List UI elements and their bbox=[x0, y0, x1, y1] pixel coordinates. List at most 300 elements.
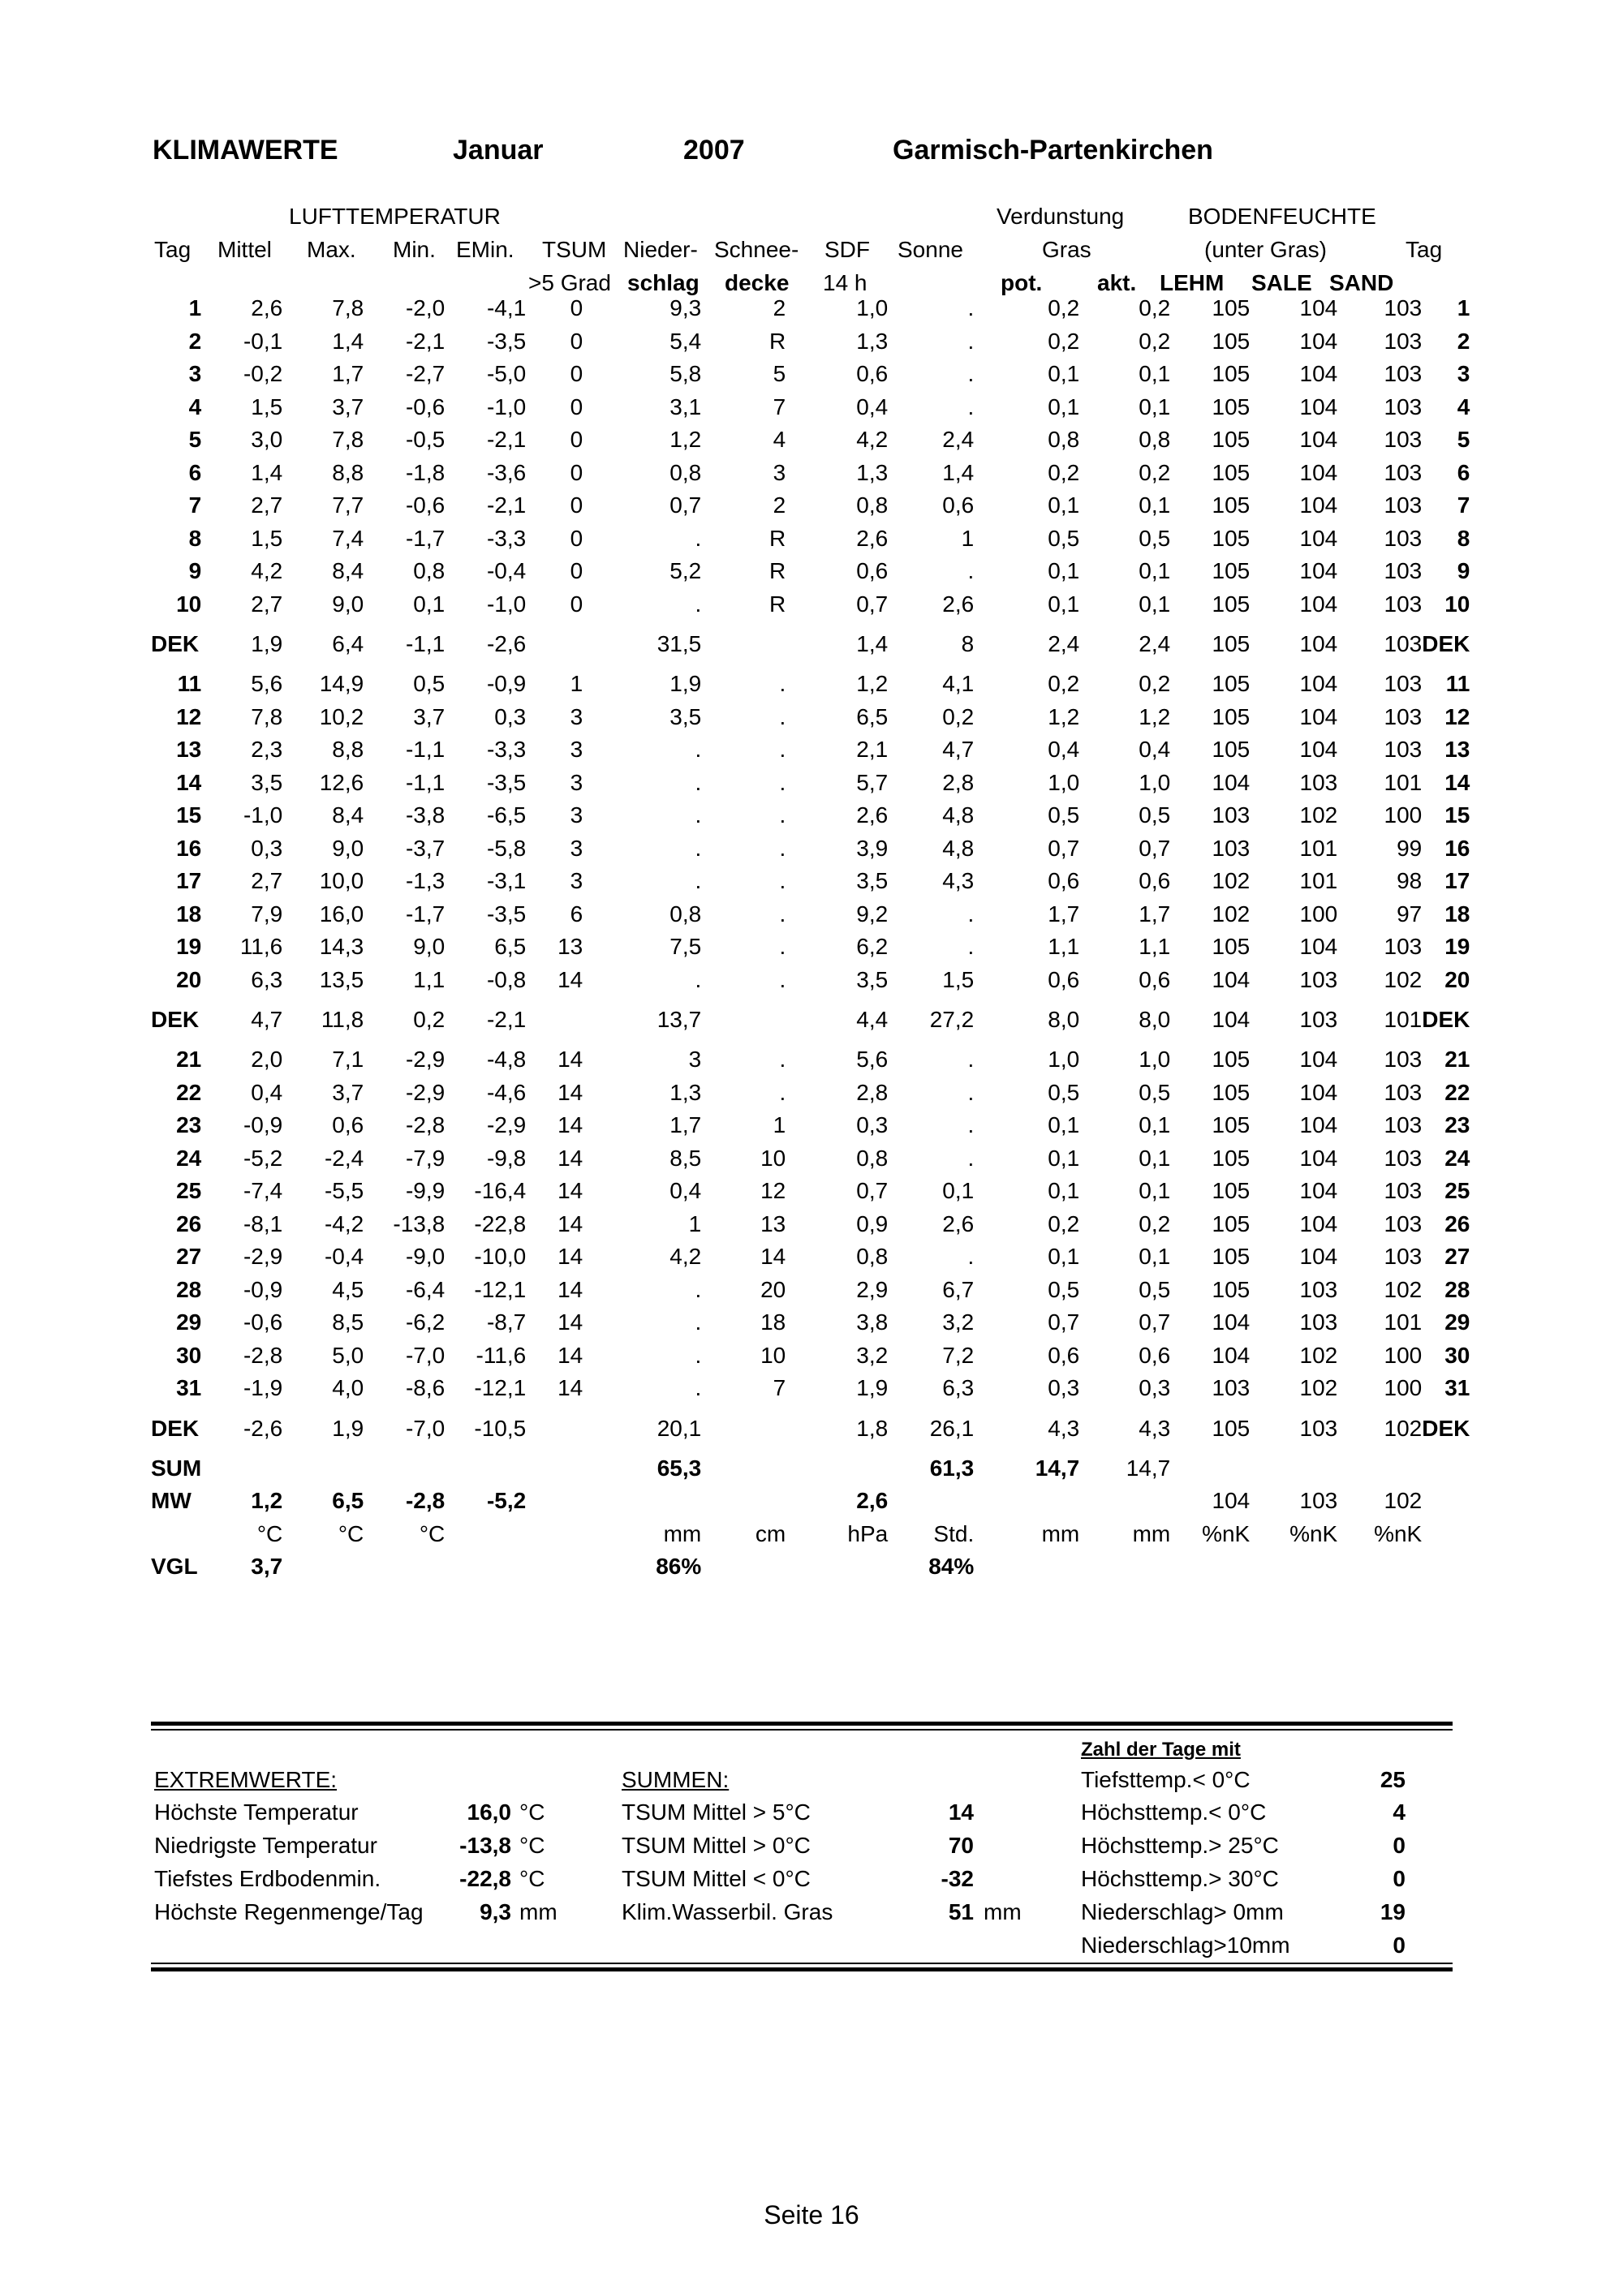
table-cell: -2,7 bbox=[405, 361, 446, 387]
table-cell bbox=[526, 996, 583, 1043]
table-cell: 100 bbox=[1384, 802, 1423, 828]
table-cell: mm bbox=[1041, 1520, 1080, 1546]
table-cell: 0,1 bbox=[1139, 591, 1171, 617]
header-lufttemperatur: LUFTTEMPERATUR bbox=[289, 204, 501, 229]
table-cell bbox=[1422, 1452, 1470, 1486]
table-cell: 3 bbox=[570, 737, 583, 763]
table-cell: 103 bbox=[1299, 1276, 1338, 1302]
table-cell: 5,6 bbox=[856, 1047, 889, 1073]
table-cell: 0,1 bbox=[1048, 361, 1080, 387]
table-cell: 8 bbox=[188, 525, 202, 551]
table-cell: 101 bbox=[1384, 1309, 1423, 1335]
table-cell: -2,8 bbox=[405, 1488, 446, 1514]
header-unter-gras: (unter Gras) bbox=[1204, 237, 1327, 262]
dek-row bbox=[151, 621, 1470, 668]
table-cell: cm bbox=[755, 1520, 786, 1546]
table-cell: 105 bbox=[1212, 361, 1251, 387]
table-cell: -8,6 bbox=[405, 1375, 446, 1401]
table-cell: -1,7 bbox=[405, 901, 446, 927]
table-cell: 0,1 bbox=[1048, 1244, 1080, 1270]
table-cell: 4,5 bbox=[332, 1276, 364, 1302]
table-cell: 0,8 bbox=[669, 901, 702, 927]
table-cell: -12,1 bbox=[474, 1375, 527, 1401]
table-cell: 105 bbox=[1212, 558, 1251, 584]
table-cell: 104 bbox=[1299, 1047, 1338, 1073]
table-cell: 6,7 bbox=[942, 1276, 975, 1302]
table-cell: 16,0 bbox=[319, 901, 364, 927]
table-cell: 0,2 bbox=[1048, 671, 1080, 697]
table-cell: 0,2 bbox=[413, 1007, 446, 1032]
table-cell bbox=[1250, 1452, 1337, 1486]
table-cell: 3 bbox=[570, 769, 583, 795]
table-row bbox=[151, 522, 1470, 556]
table-cell bbox=[1337, 1452, 1422, 1486]
header-sand: SAND bbox=[1329, 270, 1394, 295]
table-cell: -0,8 bbox=[486, 966, 527, 992]
table-cell: 4,3 bbox=[1139, 1415, 1171, 1441]
table-cell: 0,1 bbox=[1048, 393, 1080, 419]
table-cell: 1,0 bbox=[856, 295, 889, 321]
table-cell: 0,2 bbox=[1048, 328, 1080, 354]
table-cell: 0,2 bbox=[1139, 1210, 1171, 1236]
table-cell: 6 bbox=[570, 901, 583, 927]
table-cell: 104 bbox=[1212, 1007, 1251, 1032]
header-mittel: Mittel bbox=[217, 237, 272, 262]
table-cell: 105 bbox=[1212, 703, 1251, 729]
header-verdunstung: Verdunstung bbox=[997, 204, 1125, 229]
table-cell bbox=[364, 1550, 445, 1584]
table-cell: 103 bbox=[1384, 525, 1423, 551]
table-cell: -4,6 bbox=[486, 1079, 527, 1105]
table-cell: 0,5 bbox=[1139, 525, 1171, 551]
table-cell: 102 bbox=[1384, 1276, 1423, 1302]
table-cell: 2,6 bbox=[856, 802, 889, 828]
table-cell: 0,5 bbox=[1048, 525, 1080, 551]
table-cell: . bbox=[779, 1047, 786, 1073]
table-cell: . bbox=[695, 769, 702, 795]
table-cell: . bbox=[967, 1079, 975, 1105]
table-cell: 0,1 bbox=[1139, 393, 1171, 419]
table-cell: . bbox=[967, 1047, 975, 1073]
table-cell: 14 bbox=[558, 1178, 583, 1204]
table-cell: 2,4 bbox=[1048, 631, 1080, 656]
table-cell: 84% bbox=[928, 1554, 975, 1580]
table-cell: 2,8 bbox=[856, 1079, 889, 1105]
table-cell: 8,5 bbox=[669, 1145, 702, 1171]
table-cell: 1,9 bbox=[332, 1415, 364, 1441]
table-cell: 3,1 bbox=[669, 393, 702, 419]
days-label: Höchsttemp.< 0°C bbox=[1081, 1799, 1267, 1825]
table-cell: . bbox=[779, 671, 786, 697]
table-cell: -16,4 bbox=[474, 1178, 527, 1204]
table-cell: -2,9 bbox=[243, 1244, 283, 1270]
table-cell: 103 bbox=[1384, 393, 1423, 419]
table-cell: 104 bbox=[1299, 492, 1338, 518]
table-cell: . bbox=[779, 802, 786, 828]
table-cell: 105 bbox=[1212, 934, 1251, 960]
table-cell: -5,2 bbox=[243, 1145, 283, 1171]
table-cell bbox=[1170, 1452, 1250, 1486]
table-cell: 5 bbox=[1457, 427, 1470, 453]
table-cell: -8,7 bbox=[486, 1309, 527, 1335]
table-cell: -5,2 bbox=[486, 1488, 527, 1514]
table-cell: 1,0 bbox=[1139, 769, 1171, 795]
days-value: 19 bbox=[1380, 1899, 1406, 1924]
table-cell: 0 bbox=[570, 558, 583, 584]
sum-label: TSUM Mittel < 0°C bbox=[622, 1866, 811, 1891]
header-sale: SALE bbox=[1251, 270, 1312, 295]
climate-table bbox=[151, 292, 1470, 1584]
table-cell: -5,0 bbox=[486, 361, 527, 387]
header-gras: Gras bbox=[1042, 237, 1091, 262]
table-cell: 105 bbox=[1212, 459, 1251, 485]
table-cell: . bbox=[967, 1244, 975, 1270]
table-cell: 8 bbox=[1457, 525, 1470, 551]
table-cell: 5 bbox=[188, 427, 202, 453]
extreme-label: Niedrigste Temperatur bbox=[154, 1833, 377, 1858]
header-emin: EMin. bbox=[456, 237, 514, 262]
table-cell: 5 bbox=[773, 361, 786, 387]
table-cell: -2,1 bbox=[486, 1007, 527, 1032]
header-schnee: Schnee- bbox=[714, 237, 799, 262]
table-row bbox=[151, 668, 1470, 701]
table-cell: 3 bbox=[570, 868, 583, 894]
table-cell: 0,5 bbox=[1048, 1079, 1080, 1105]
table-cell: 14 bbox=[558, 1210, 583, 1236]
table-cell: 2,6 bbox=[942, 1210, 975, 1236]
table-cell: 100 bbox=[1384, 1342, 1423, 1368]
table-cell: 3,7 bbox=[332, 393, 364, 419]
table-cell: 3 bbox=[1457, 361, 1470, 387]
table-cell: 4,7 bbox=[251, 1007, 283, 1032]
table-cell: 0,3 bbox=[251, 835, 283, 861]
table-cell: 86% bbox=[656, 1554, 702, 1580]
table-cell: 26 bbox=[1444, 1210, 1470, 1236]
table-cell: . bbox=[779, 835, 786, 861]
table-cell: 0,5 bbox=[1139, 1079, 1171, 1105]
days-value: 4 bbox=[1393, 1799, 1406, 1825]
table-cell: 1 bbox=[188, 295, 202, 321]
report-year: 2007 bbox=[683, 135, 745, 166]
table-cell: mm bbox=[663, 1520, 702, 1546]
table-row bbox=[151, 931, 1470, 964]
table-cell: 105 bbox=[1212, 631, 1251, 656]
table-cell: -1,1 bbox=[405, 769, 446, 795]
table-cell: 0,3 bbox=[494, 703, 527, 729]
table-cell: -0,6 bbox=[405, 492, 446, 518]
table-cell: 2,1 bbox=[856, 737, 889, 763]
table-cell: 12,6 bbox=[319, 769, 364, 795]
table-cell: 105 bbox=[1212, 737, 1251, 763]
table-cell bbox=[974, 1550, 1079, 1584]
table-cell: 18 bbox=[176, 901, 202, 927]
table-cell: 12 bbox=[760, 1178, 786, 1204]
table-cell: 1,9 bbox=[856, 1375, 889, 1401]
mw-row bbox=[151, 1485, 1470, 1518]
table-cell: . bbox=[779, 737, 786, 763]
table-cell: 24 bbox=[1444, 1145, 1470, 1171]
station-name: Garmisch-Partenkirchen bbox=[893, 135, 1213, 166]
table-cell: 103 bbox=[1384, 1145, 1423, 1171]
table-cell: 0,7 bbox=[1139, 1309, 1171, 1335]
table-cell: 104 bbox=[1299, 1079, 1338, 1105]
dek-row bbox=[151, 1405, 1470, 1452]
table-cell: . bbox=[695, 1375, 702, 1401]
table-cell: 27 bbox=[176, 1244, 202, 1270]
table-cell: 4,1 bbox=[942, 671, 975, 697]
table-cell: 104 bbox=[1299, 934, 1338, 960]
table-cell: 1,1 bbox=[1048, 934, 1080, 960]
table-cell: 103 bbox=[1384, 295, 1423, 321]
table-cell: 13 bbox=[558, 934, 583, 960]
header-bodenfeuchte: BODENFEUCHTE bbox=[1188, 204, 1376, 229]
table-cell: 14,3 bbox=[319, 934, 364, 960]
table-cell: 0,6 bbox=[1048, 1342, 1080, 1368]
table-cell: 11 bbox=[177, 671, 202, 697]
table-row bbox=[151, 358, 1470, 391]
table-cell: 99 bbox=[1397, 835, 1423, 861]
table-cell: 30 bbox=[176, 1342, 202, 1368]
table-row bbox=[151, 832, 1470, 866]
header-tsum: TSUM bbox=[542, 237, 607, 262]
table-cell: 103 bbox=[1212, 835, 1251, 861]
table-cell: 14,7 bbox=[1126, 1455, 1171, 1481]
table-cell: 105 bbox=[1212, 1112, 1251, 1138]
table-cell: 0,7 bbox=[1048, 1309, 1080, 1335]
table-cell: 1 bbox=[773, 1112, 786, 1138]
table-row bbox=[151, 489, 1470, 522]
table-cell: 101 bbox=[1384, 1007, 1423, 1032]
table-cell: 4 bbox=[773, 427, 786, 453]
table-cell: -9,0 bbox=[405, 1244, 446, 1270]
table-cell: 23 bbox=[1444, 1112, 1470, 1138]
table-cell: 102 bbox=[1299, 1342, 1338, 1368]
table-cell: 11,6 bbox=[239, 934, 283, 960]
table-row bbox=[151, 588, 1470, 621]
table-cell: . bbox=[779, 1079, 786, 1105]
table-cell: 8,4 bbox=[332, 802, 364, 828]
table-cell: 6 bbox=[188, 459, 202, 485]
days-label: Höchsttemp.> 25°C bbox=[1081, 1833, 1279, 1858]
table-cell: . bbox=[779, 769, 786, 795]
table-cell: 9,0 bbox=[413, 934, 446, 960]
table-cell: -0,4 bbox=[324, 1244, 364, 1270]
table-cell: 4,2 bbox=[669, 1244, 702, 1270]
table-cell: 0 bbox=[570, 361, 583, 387]
table-cell: 1,4 bbox=[251, 459, 283, 485]
table-cell: 2,8 bbox=[942, 769, 975, 795]
table-cell: 3,2 bbox=[856, 1342, 889, 1368]
table-cell: 103 bbox=[1384, 492, 1423, 518]
extreme-unit: °C bbox=[519, 1799, 545, 1825]
table-cell: 104 bbox=[1299, 703, 1338, 729]
table-cell: 1,7 bbox=[332, 361, 364, 387]
table-cell: -6,4 bbox=[405, 1276, 446, 1302]
days-label: Niederschlag> 0mm bbox=[1081, 1899, 1284, 1924]
table-cell: . bbox=[967, 901, 975, 927]
sum-value: 14 bbox=[948, 1799, 974, 1825]
table-cell: 0,9 bbox=[856, 1210, 889, 1236]
table-cell: 0,4 bbox=[856, 393, 889, 419]
header-pot: pot. bbox=[1001, 270, 1043, 295]
table-row bbox=[151, 964, 1470, 997]
table-cell: . bbox=[967, 558, 975, 584]
table-cell: 103 bbox=[1384, 558, 1423, 584]
table-cell: 25 bbox=[1444, 1178, 1470, 1204]
table-cell: DEK bbox=[1422, 1007, 1470, 1032]
table-cell: DEK bbox=[151, 631, 200, 656]
table-cell: 103 bbox=[1212, 802, 1251, 828]
table-cell: 1,3 bbox=[856, 459, 889, 485]
table-cell: 103 bbox=[1384, 737, 1423, 763]
table-cell: 1,0 bbox=[1139, 1047, 1171, 1073]
table-cell: 104 bbox=[1299, 459, 1338, 485]
table-cell: 1,9 bbox=[669, 671, 702, 697]
table-cell: 13 bbox=[760, 1210, 786, 1236]
table-cell: . bbox=[967, 295, 975, 321]
table-cell: 26 bbox=[176, 1210, 202, 1236]
table-cell: 7,5 bbox=[669, 934, 702, 960]
table-cell: %nK bbox=[1202, 1520, 1251, 1546]
table-row bbox=[151, 1274, 1470, 1307]
table-cell: 103 bbox=[1384, 361, 1423, 387]
table-cell: 1 bbox=[961, 525, 975, 551]
table-cell: 104 bbox=[1299, 1210, 1338, 1236]
table-cell: 1,0 bbox=[1048, 769, 1080, 795]
table-cell: 102 bbox=[1299, 1375, 1338, 1401]
table-cell: 103 bbox=[1384, 591, 1423, 617]
table-cell: 14 bbox=[760, 1244, 786, 1270]
header-akt: akt. bbox=[1097, 270, 1137, 295]
table-cell: 0,1 bbox=[1139, 1145, 1171, 1171]
table-cell: -0,4 bbox=[486, 558, 527, 584]
table-cell: 2,7 bbox=[251, 492, 283, 518]
table-cell: 9,0 bbox=[332, 591, 364, 617]
table-cell: 103 bbox=[1299, 1309, 1338, 1335]
header-tag: Tag bbox=[154, 237, 192, 262]
table-cell: 8,0 bbox=[1048, 1007, 1080, 1032]
table-cell: 11,8 bbox=[321, 1007, 364, 1032]
table-cell: 0,6 bbox=[1139, 966, 1171, 992]
table-cell: -1,8 bbox=[405, 459, 446, 485]
table-cell: 7 bbox=[1457, 492, 1470, 518]
days-value: 0 bbox=[1393, 1833, 1406, 1858]
table-cell: 6,5 bbox=[494, 934, 527, 960]
table-cell: 3,7 bbox=[413, 703, 446, 729]
table-cell: 1,3 bbox=[669, 1079, 702, 1105]
table-cell: 6 bbox=[1457, 459, 1470, 485]
table-cell: -3,5 bbox=[486, 328, 527, 354]
table-cell: 0 bbox=[570, 492, 583, 518]
table-cell: 0,1 bbox=[942, 1178, 975, 1204]
table-cell: 19 bbox=[176, 934, 202, 960]
table-cell: -10,5 bbox=[474, 1415, 527, 1441]
table-cell bbox=[701, 621, 786, 668]
table-cell: -13,8 bbox=[393, 1210, 446, 1236]
table-cell: 3 bbox=[773, 459, 786, 485]
table-cell: 105 bbox=[1212, 1276, 1251, 1302]
table-cell: 104 bbox=[1299, 1145, 1338, 1171]
table-cell: 3,5 bbox=[251, 769, 283, 795]
table-cell: 2,6 bbox=[251, 295, 283, 321]
table-cell: 2 bbox=[773, 295, 786, 321]
table-cell: 14 bbox=[558, 1244, 583, 1270]
table-cell bbox=[1422, 1550, 1470, 1584]
table-cell: . bbox=[779, 868, 786, 894]
table-cell: -0,6 bbox=[243, 1309, 283, 1335]
table-cell: 21 bbox=[176, 1047, 202, 1073]
table-cell: -7,0 bbox=[405, 1415, 446, 1441]
table-cell: 3 bbox=[570, 802, 583, 828]
table-cell: 100 bbox=[1299, 901, 1338, 927]
table-cell: 20 bbox=[760, 1276, 786, 1302]
table-cell: -2,9 bbox=[405, 1079, 446, 1105]
table-cell: 6,4 bbox=[332, 631, 364, 656]
divider-bottom-thin bbox=[151, 1963, 1453, 1964]
table-cell: 0,7 bbox=[856, 1178, 889, 1204]
dek-row bbox=[151, 996, 1470, 1043]
table-row bbox=[151, 424, 1470, 457]
table-cell: 4 bbox=[188, 393, 202, 419]
table-cell: 105 bbox=[1212, 1415, 1251, 1441]
table-cell: 14 bbox=[558, 1309, 583, 1335]
table-cell bbox=[701, 1405, 786, 1452]
table-cell: -1,7 bbox=[405, 525, 446, 551]
table-cell bbox=[1337, 1550, 1422, 1584]
table-cell: 14,9 bbox=[319, 671, 364, 697]
table-cell: R bbox=[769, 525, 786, 551]
table-cell: 1,2 bbox=[669, 427, 702, 453]
extreme-value: 16,0 bbox=[467, 1799, 511, 1825]
table-cell: 103 bbox=[1384, 1047, 1423, 1073]
table-cell: 26,1 bbox=[929, 1415, 975, 1441]
table-cell: 14 bbox=[558, 1342, 583, 1368]
table-cell bbox=[1079, 1550, 1170, 1584]
table-cell: -1,9 bbox=[243, 1375, 283, 1401]
table-cell: 1,4 bbox=[856, 631, 889, 656]
table-cell: 3 bbox=[188, 361, 202, 387]
table-cell: 28 bbox=[1444, 1276, 1470, 1302]
table-cell: -2,8 bbox=[243, 1342, 283, 1368]
table-cell: -1,0 bbox=[486, 591, 527, 617]
table-cell: 0,6 bbox=[856, 361, 889, 387]
table-cell: 16 bbox=[176, 835, 202, 861]
table-cell: 98 bbox=[1397, 868, 1423, 894]
table-cell: 0 bbox=[570, 295, 583, 321]
table-cell bbox=[701, 1550, 786, 1584]
table-cell: 3,2 bbox=[942, 1309, 975, 1335]
table-cell: 0,1 bbox=[1139, 1112, 1171, 1138]
table-cell: 14 bbox=[1444, 769, 1470, 795]
table-cell: 4,8 bbox=[942, 835, 975, 861]
report-month: Januar bbox=[453, 135, 544, 166]
table-cell: 7 bbox=[773, 1375, 786, 1401]
table-cell bbox=[1422, 1485, 1470, 1518]
table-cell: 3,7 bbox=[332, 1079, 364, 1105]
table-cell: -1,1 bbox=[405, 631, 446, 656]
table-cell: 8 bbox=[961, 631, 975, 656]
table-cell: DEK bbox=[1422, 631, 1470, 656]
sum-label: TSUM Mittel > 5°C bbox=[622, 1799, 811, 1825]
table-cell: R bbox=[769, 591, 786, 617]
table-cell: 5,8 bbox=[669, 361, 702, 387]
sum-value: 51 bbox=[948, 1899, 974, 1924]
table-row bbox=[151, 555, 1470, 588]
table-cell: 0,1 bbox=[1139, 1244, 1171, 1270]
table-cell: 0,8 bbox=[1139, 427, 1171, 453]
table-cell: 1,4 bbox=[332, 328, 364, 354]
table-cell: -11,6 bbox=[476, 1342, 527, 1368]
